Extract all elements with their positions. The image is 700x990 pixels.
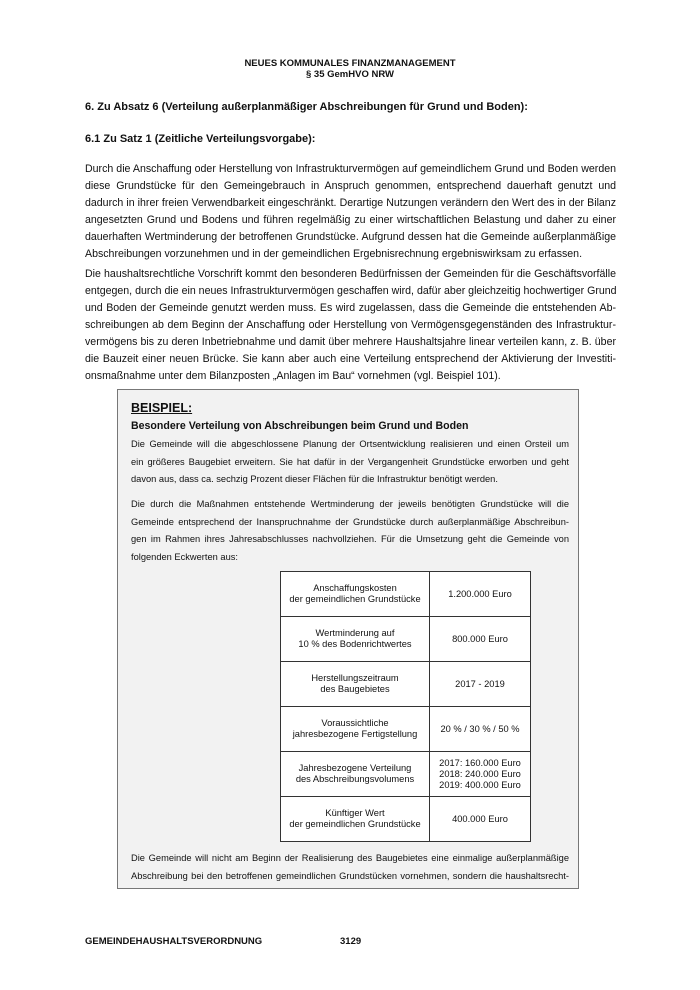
section-heading: 6. Zu Absatz 6 (Verteilung außerplanmäßiger Abschreibungen für Grund und Boden): [85,101,528,113]
table-row [281,797,531,842]
table-label-cell [281,797,430,842]
table-label-cell [281,752,430,797]
example-line: ein größeres Baugebiet erweitern. Sie hat dafür in der Vergangenheit Grundstücke erworben und geht [131,456,569,467]
example-line: Die Gemeinde will nicht am Beginn der Realisierung des Baugebietes eine einmalige außerplanmäßige [131,853,569,863]
label-line: der gemeindlichen Grundstücke [289,594,421,604]
value-line: 2018: 240.000 Euro [439,768,521,779]
paragraph-line: dadurch in ihrer freien Verwendbarkeit eingeschränkt. Derartige Nutzungen verändern den Wert des in der Bilanz [85,197,616,209]
table-label-cell [281,617,430,662]
label-line: 10 % des Bodenrichtwertes [298,639,412,649]
paragraph-2 [85,266,616,385]
example-paragraph-1 [131,436,569,489]
example-box [117,389,579,889]
label-line: des Baugebietes [320,684,390,694]
table-row [281,662,531,707]
table-row [281,752,531,797]
value-line: 2019: 400.000 Euro [439,779,521,790]
value-line: 800.000 Euro [452,633,508,644]
table-value-cell [430,617,531,662]
page-number: 3129 [340,936,362,947]
table-label-cell [281,662,430,707]
paragraph-line: und Boden der Gemeinde genutzt werden muss. Es wird zugelassen, dass die Gemeinde die entstehenden Ab- [85,302,616,314]
table-value-cell [430,662,531,707]
paragraph-1 [85,161,616,263]
paragraph-line: vermögens bis zu deren Inbetriebnahme und damit über mehrere Haushaltsjahre linear verteilen kann, z. B. über [85,336,616,348]
example-line: Die Gemeinde will die abgeschlossene Planung der Ortsentwicklung realisieren und einen Orsteil um [131,439,569,449]
value-line: 400.000 Euro [452,813,508,824]
paragraph-line: onsmaßnahme unter dem Bilanzposten „Anlagen im Bau“ vornehmen (vgl. Beispiel 101). [85,370,501,382]
paragraph-line: entgegen, durch die ein neues Infrastrukturvermögen geschaffen wird, dafür aber gleichzeitig hochwertiger Grund [85,285,617,297]
table-value-cell [430,797,531,842]
example-content [125,398,569,886]
example-line: Die durch die Maßnahmen entstehende Wertminderung der jeweils benötigten Grundstücke will die [131,499,569,509]
value-line: 1.200.000 Euro [448,588,512,599]
table-label-cell [281,707,430,752]
paragraph-line: schreibungen ab dem Beginn der Anschaffung oder Herstellung von Vermögensgegenständen des Infrastruktur- [85,319,616,331]
paragraph-line: die Bauzeit einer neuen Brücke. Sie kann aber auch eine Verteilung entsprechend der Aktivierung der Investiti- [85,353,616,365]
label-line: Anschaffungskosten [313,583,397,593]
key-figures-table [280,571,531,842]
paragraph-line: diese Grundstücke für den Gemeingebrauch in Anspruch genommen, entsprechend dauerhaft genutzt und [85,180,616,192]
table-row [281,617,531,662]
paragraph-line: Durch die Anschaffung oder Herstellung von Infrastrukturvermögen auf gemeindlichem Grund und Boden werden [85,163,616,175]
label-line: Wertminderung auf [315,628,395,638]
example-line: Gemeinde entsprechend der Inanspruchnahme der Grundstücke durch außerplanmäßige Abschreibun- [131,516,569,527]
label-line: jahresbezogene Fertigstellung [292,729,418,739]
value-line: 20 % / 30 % / 50 % [440,723,520,734]
example-line: Abschreibung bei den betroffenen gemeindlichen Grundstücken vornehmen, sondern die haushaltsrecht- [131,870,569,881]
example-paragraph-3 [131,850,569,885]
table-value-cell [430,707,531,752]
table-row [281,572,531,617]
label-line: Jahresbezogene Verteilung [298,763,412,773]
example-line: davon aus, dass ca. sechzig Prozent dieser Flächen für die Infrastruktur benötigt werden. [131,474,498,484]
subsection-heading: 6.1 Zu Satz 1 (Zeitliche Verteilungsvorgabe): [85,133,316,145]
paragraph-line: angesetzten Grund und Bodens und führen regelmäßig zu einer wirtschaftlichen Belastung und daher zu einer [85,214,616,226]
example-subtitle: Besondere Verteilung von Abschreibungen beim Grund und Boden [131,420,469,432]
footer-title: GEMEINDEHAUSHALTSVERORDNUNG [85,936,263,947]
example-paragraph-2 [131,496,569,566]
table-label-cell [281,572,430,617]
paragraph-line: dauerhaften Wertminderung der betroffenen Grundstücke. Aufgrund dessen hat die Gemeinde außerplanmäßige [85,231,616,243]
label-line: der gemeindlichen Grundstücke [289,819,421,829]
example-line: folgenden Eckwerten aus: [131,551,238,562]
paragraph-line: Abschreibungen vorzunehmen und in der gemeindlichen Ergebnisrechnung ergebniswirksam zu erfassen. [85,248,583,260]
value-line: 2017: 160.000 Euro [439,757,521,768]
label-line: Voraussichtliche [321,718,389,728]
example-line: gen im Rahmen ihres Jahresabschlusses nachvollziehen. Für die Umsetzung geht die Gemeinde von [131,534,569,544]
header-subtitle: § 35 GemHVO NRW [306,69,394,80]
label-line: des Abschreibungsvolumens [295,774,415,784]
header-title: NEUES KOMMUNALES FINANZMANAGEMENT [244,58,456,69]
label-line: Herstellungszeitraum [311,673,399,683]
example-title: BEISPIEL: [131,401,193,415]
label-line: Künftiger Wert [325,808,385,818]
table-value-cell [430,572,531,617]
table-value-cell [430,752,531,797]
value-line: 2017 - 2019 [455,678,505,689]
paragraph-line: Die haushaltsrechtliche Vorschrift kommt den besonderen Bedürfnissen der Gemeinden für die Geschäftsvorfälle [85,268,616,280]
table-row [281,707,531,752]
